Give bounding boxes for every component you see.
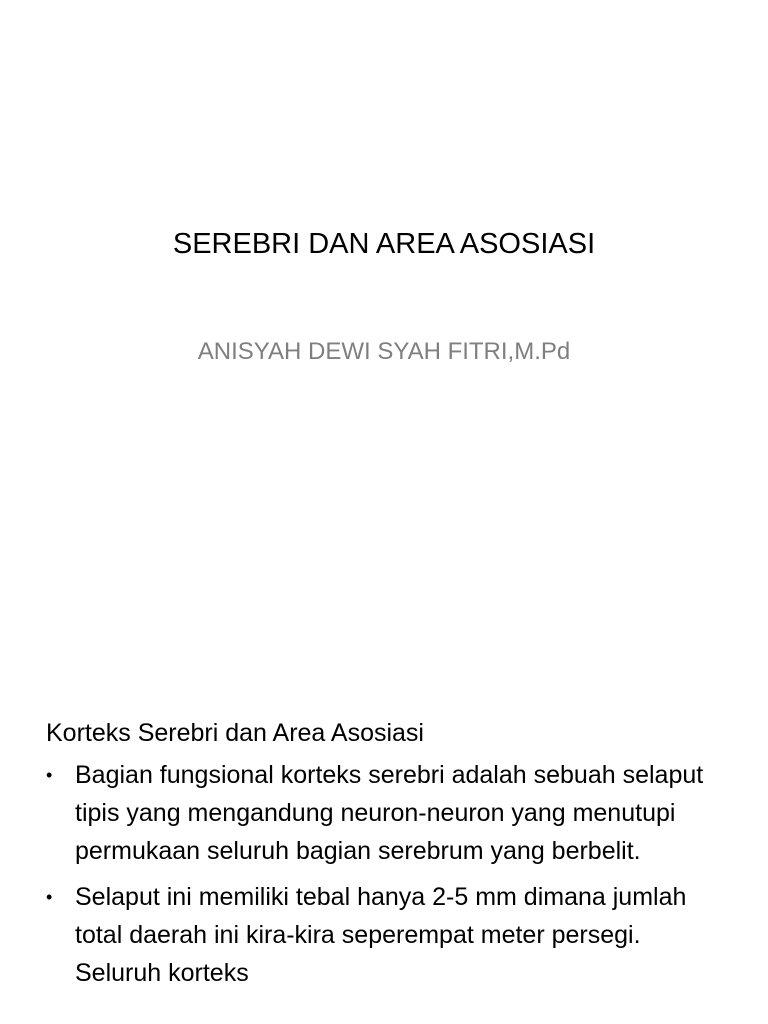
content-heading: Korteks Serebri dan Area Asosiasi (46, 719, 424, 747)
bullet-list (46, 756, 726, 992)
slide-title: SEREBRI DAN AREA ASOSIASI (172, 228, 596, 260)
slide-subtitle: ANISYAH DEWI SYAH FITRI,M.Pd (197, 338, 571, 365)
bullet-icon: • (46, 765, 53, 785)
bullet-item (46, 756, 726, 870)
bullet-item (46, 878, 726, 992)
slide-content (46, 714, 726, 992)
bullet-icon: • (46, 887, 53, 907)
content-slide (0, 576, 768, 1024)
bullet-text: Selaput ini memiliki tebal hanya 2-5 mm dimana jumlah total daerah ini kira-kira seperempat meter persegi. Seluruh korteks (75, 883, 687, 987)
bullet-text: Bagian fungsional korteks serebri adalah sebuah selaput tipis yang mengandung neuron-neuron yang menutupi permukaan seluruh bagian serebrum yang berbelit. (75, 761, 704, 865)
